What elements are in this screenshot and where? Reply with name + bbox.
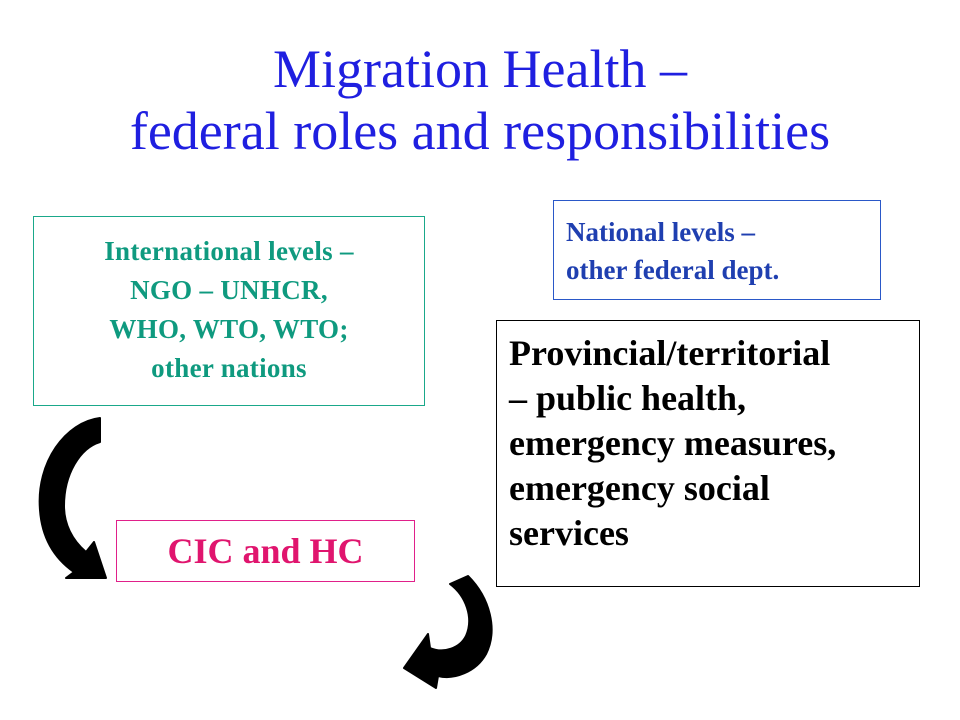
provincial-line-4: emergency social bbox=[509, 468, 770, 508]
provincial-territorial-box bbox=[496, 320, 920, 587]
international-line-3: WHO, WTO, WTO; bbox=[109, 314, 349, 344]
provincial-line-1: Provincial/territorial bbox=[509, 333, 831, 373]
national-levels-box bbox=[553, 200, 881, 300]
international-levels-box bbox=[33, 216, 425, 406]
national-line-2: other federal dept. bbox=[566, 255, 780, 285]
title-line-2: federal roles and responsibilities bbox=[129, 101, 831, 161]
cic-and-hc-box bbox=[116, 520, 415, 582]
national-line-1: National levels – bbox=[566, 217, 755, 247]
international-line-1: International levels – bbox=[104, 236, 354, 266]
bottom-curved-arrow-icon bbox=[398, 568, 508, 688]
left-curved-arrow-icon bbox=[30, 412, 120, 582]
cic-label: CIC and HC bbox=[167, 531, 364, 571]
page-title bbox=[0, 38, 960, 162]
provincial-line-2: – public health, bbox=[509, 378, 747, 418]
international-line-4: other nations bbox=[151, 353, 307, 383]
title-line-1: Migration Health – bbox=[273, 39, 687, 99]
provincial-line-3: emergency measures, bbox=[509, 423, 837, 463]
provincial-line-5: services bbox=[509, 513, 629, 553]
international-line-2: NGO – UNHCR, bbox=[130, 275, 328, 305]
